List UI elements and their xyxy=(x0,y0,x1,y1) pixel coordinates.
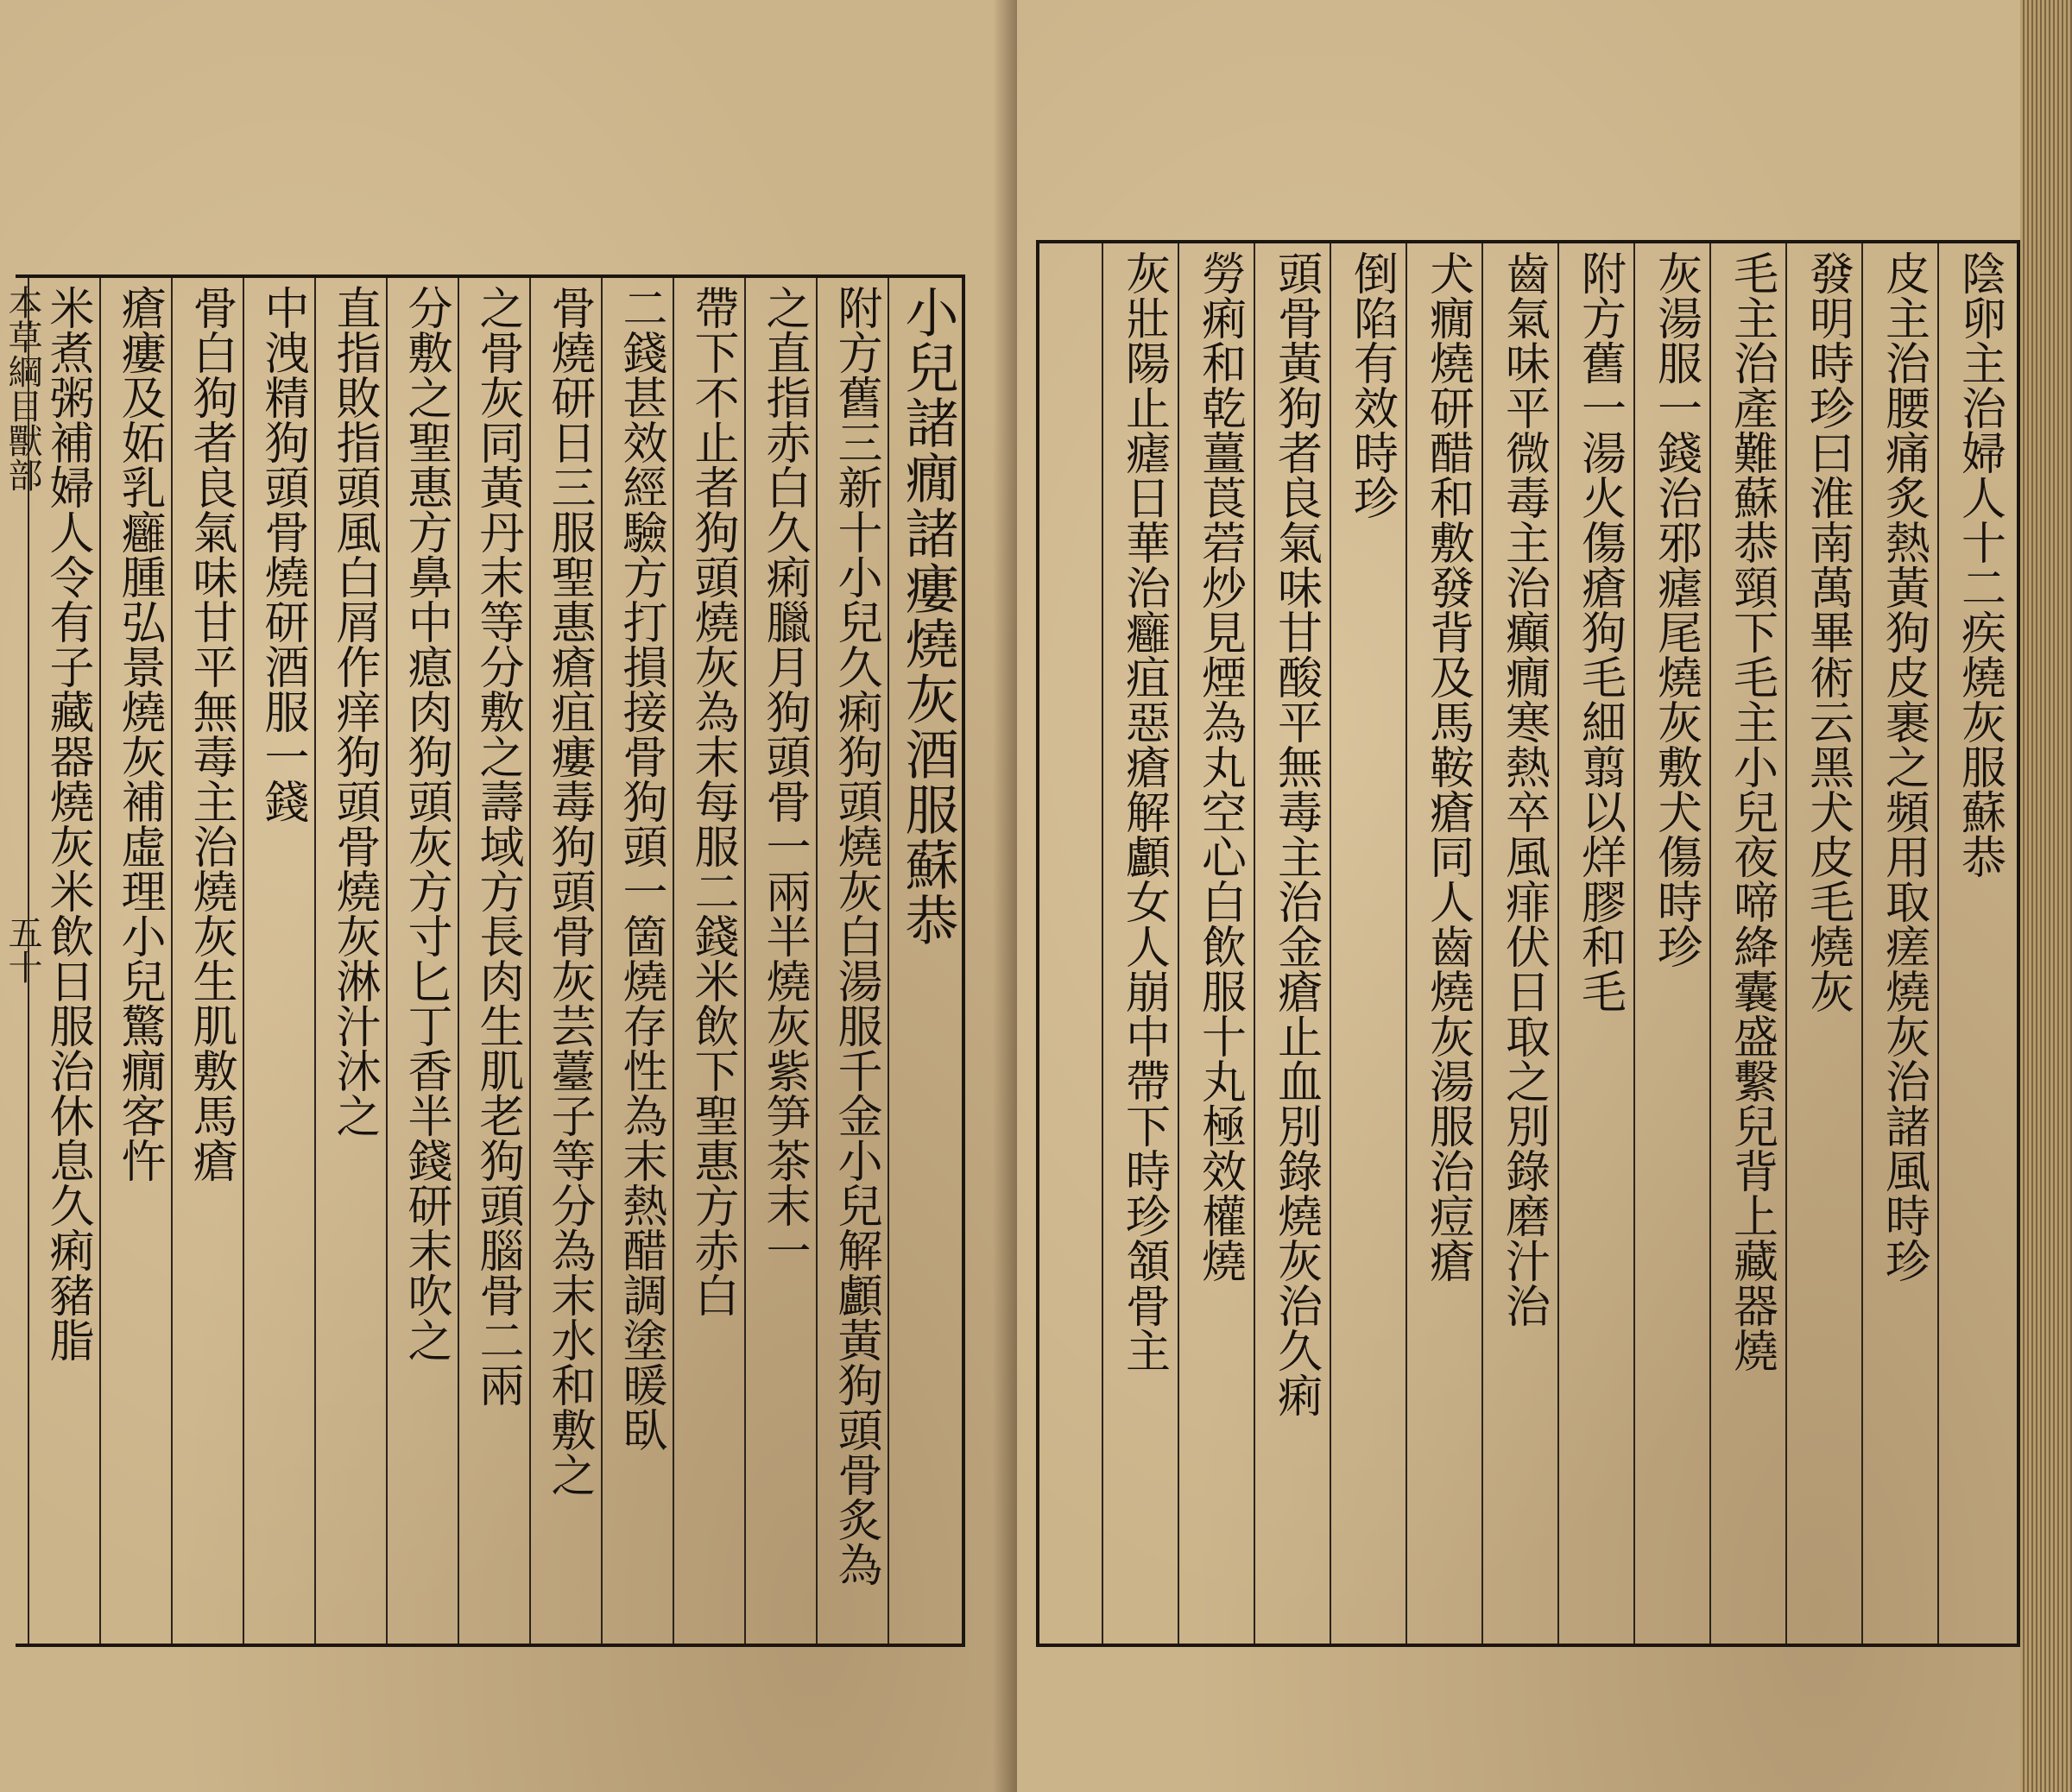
text-column: 陰卵主治婦人十二疾燒灰服蘇恭 xyxy=(1937,243,2019,1644)
left-text-frame xyxy=(16,274,965,1647)
text-column: 之骨灰同黃丹末等分敷之壽域方長肉生肌老狗頭腦骨二兩 xyxy=(458,278,535,1644)
text-column: 小兒諸癇諸瘻燒灰酒服蘇恭 xyxy=(888,278,965,1644)
text-column: 米煮粥補婦人令有子藏器燒灰米飲日服治休息久痢豬脂 xyxy=(28,278,105,1644)
text-column: 骨白狗者良氣味甘平無毒主治燒灰生肌敷馬瘡 xyxy=(171,278,249,1644)
text-column: 倒陷有效時珍 xyxy=(1330,243,1412,1644)
text-column: 瘡瘻及妬乳癰腫弘景燒灰補虛理小兒驚癇客忤 xyxy=(99,278,177,1644)
right-text-frame xyxy=(1036,240,2020,1647)
text-column: 之直指赤白久痢臘月狗頭骨一兩半燒灰紫笋茶末一 xyxy=(744,278,822,1644)
text-column: 附方舊一湯火傷瘡狗毛細翦以烊膠和毛 xyxy=(1557,243,1639,1644)
page-edges xyxy=(2020,0,2072,1792)
left-margin-title: 本草綱目獸部 xyxy=(3,285,42,492)
text-column: 二錢甚效經驗方打損接骨狗頭一箇燒存性為末熱醋調塗暖臥 xyxy=(601,278,679,1644)
text-column: 附方舊三新十小兒久痢狗頭燒灰白湯服千金小兒解顱黃狗頭骨炙為 xyxy=(816,278,894,1644)
text-column: 毛主治產難蘇恭頸下毛主小兒夜啼絳囊盛繫兒背上藏器燒 xyxy=(1709,243,1791,1644)
text-column: 勞痢和乾薑莨菪炒見煙為丸空心白飲服十丸極效權燒 xyxy=(1178,243,1260,1644)
right-page xyxy=(1017,0,2020,1792)
left-page xyxy=(0,0,1017,1792)
text-column: 皮主治腰痛炙熱黃狗皮裹之頻用取瘥燒灰治諸風時珍 xyxy=(1861,243,1943,1644)
left-margin-page-number: 五十 xyxy=(3,915,42,984)
text-column: 中洩精狗頭骨燒研酒服一錢 xyxy=(243,278,320,1644)
text-column: 發明時珍曰淮南萬畢術云黑犬皮毛燒灰 xyxy=(1785,243,1867,1644)
text-column: 犬癇燒研醋和敷發背及馬鞍瘡同人齒燒灰湯服治痘瘡 xyxy=(1406,243,1488,1644)
text-column: 灰壯陽止瘧日華治癰疽惡瘡解顱女人崩中帶下時珍頷骨主 xyxy=(1102,243,1184,1644)
text-column: 骨燒研日三服聖惠瘡疽瘻毒狗頭骨灰芸薹子等分為末水和敷之 xyxy=(529,278,607,1644)
text-column: 帶下不止者狗頭燒灰為末每服二錢米飲下聖惠方赤白 xyxy=(673,278,750,1644)
text-column: 齒氣味平微毒主治癲癇寒熱卒風痱伏日取之別錄磨汁治 xyxy=(1481,243,1563,1644)
text-column: 分敷之聖惠方鼻中瘜肉狗頭灰方寸匕丁香半錢研末吹之 xyxy=(386,278,464,1644)
text-column: 直指敗指頭風白屑作痒狗頭骨燒灰淋汁沐之 xyxy=(314,278,392,1644)
text-column: 灰湯服一錢治邪瘧尾燒灰敷犬傷時珍 xyxy=(1633,243,1715,1644)
text-column: 頭骨黃狗者良氣味甘酸平無毒主治金瘡止血別錄燒灰治久痢 xyxy=(1254,243,1336,1644)
